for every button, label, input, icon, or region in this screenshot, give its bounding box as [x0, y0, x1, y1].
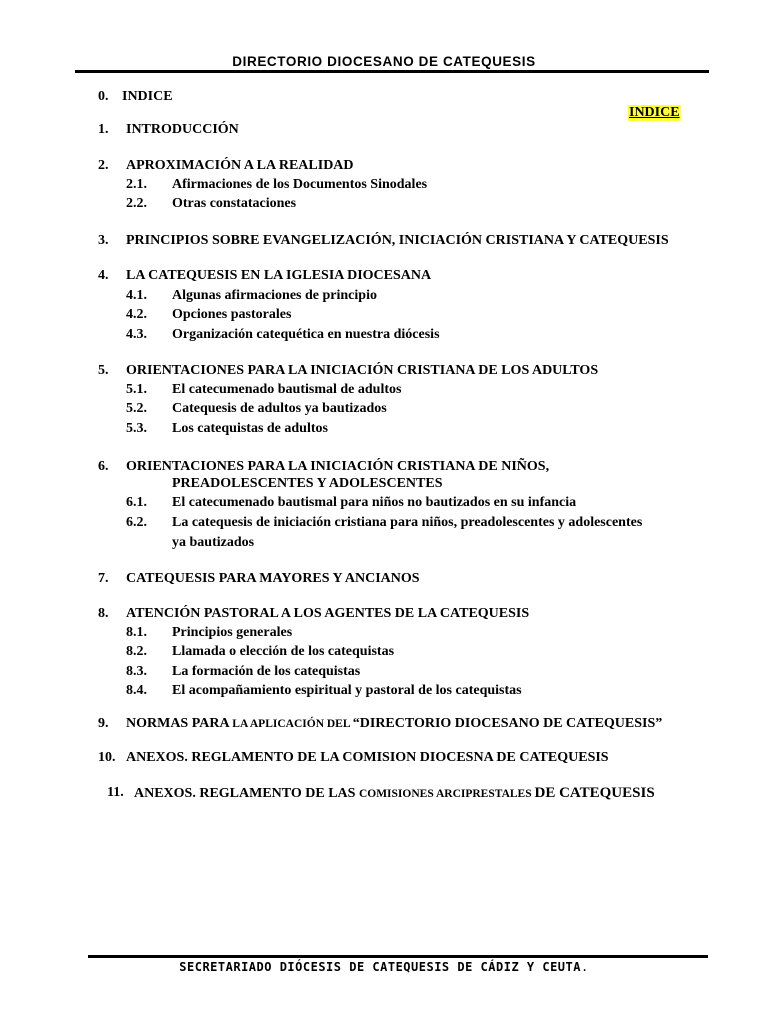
footer-period: .	[580, 960, 589, 974]
toc-title: CATEQUESIS PARA MAYORES Y ANCIANOS	[126, 571, 420, 586]
toc-title-part: ANEXOS. REGLAMENTO DE LAS	[134, 786, 359, 801]
toc-title: Catequesis de adultos ya bautizados	[172, 401, 387, 416]
toc-number: 5.2.	[126, 401, 147, 416]
toc-title: El acompañamiento espiritual y pastoral de los catequistas	[172, 683, 522, 698]
toc-number: 5.	[98, 363, 109, 378]
toc-number: 3.	[98, 233, 109, 248]
toc-title-part-small: LA APLICACIÓN DEL	[232, 718, 353, 730]
toc-number: 0.	[98, 89, 109, 104]
toc-title-part-small: COMISIONES ARCIPRESTALES	[358, 788, 535, 800]
toc-title	[126, 716, 662, 732]
toc-number: 5.1.	[126, 382, 147, 397]
toc-number: 8.	[98, 606, 109, 621]
toc-title: PRINCIPIOS SOBRE EVANGELIZACIÓN, INICIACIÓN CRISTIANA Y CATEQUESIS	[126, 233, 669, 248]
toc-title: Los catequistas de adultos	[172, 421, 328, 436]
toc-title-continuation: ya bautizados	[172, 535, 255, 550]
toc-number: 2.2.	[126, 196, 147, 211]
toc-title: ORIENTACIONES PARA LA INICIACIÓN CRISTIANA DE NIÑOS,	[126, 459, 550, 474]
toc-title: Organización catequética en nuestra diócesis	[172, 327, 440, 342]
toc-title: Llamada o elección de los catequistas	[172, 644, 395, 659]
toc-number: 2.1.	[126, 177, 147, 192]
toc-number: 11.	[107, 785, 124, 800]
toc-number: 7.	[98, 571, 109, 586]
toc-number: 4.1.	[126, 288, 147, 303]
toc-title: ATENCIÓN PASTORAL A LOS AGENTES DE LA CATEQUESIS	[126, 606, 530, 621]
toc-title: INDICE	[122, 89, 173, 104]
toc-title: El catecumenado bautismal para niños no bautizados en su infancia	[172, 495, 577, 510]
toc-number: 6.1.	[126, 495, 147, 510]
toc-number: 9.	[98, 716, 109, 731]
toc-number: 4.2.	[126, 307, 147, 322]
toc-title-part: “DIRECTORIO DIOCESANO DE CATEQUESIS”	[352, 716, 663, 731]
toc-title: LA CATEQUESIS EN LA IGLESIA DIOCESANA	[126, 268, 432, 283]
page-footer	[0, 960, 768, 974]
toc-title: ANEXOS. REGLAMENTO DE LA COMISION DIOCESNA DE CATEQUESIS	[126, 750, 609, 765]
toc-number: 6.2.	[126, 515, 147, 530]
toc-number: 4.3.	[126, 327, 147, 342]
toc-title: La catequesis de iniciación cristiana para niños, preadolescentes y adolescentes	[172, 515, 643, 530]
toc-number: 2.	[98, 158, 109, 173]
toc-title: Principios generales	[172, 625, 293, 640]
indice-link[interactable]: INDICE	[629, 105, 680, 120]
toc-title: Afirmaciones de los Documentos Sinodales	[172, 177, 428, 192]
toc-title: La formación de los catequistas	[172, 664, 361, 679]
toc-number: 1.	[98, 122, 109, 137]
toc-title: Otras constataciones	[172, 196, 297, 211]
toc-title: El catecumenado bautismal de adultos	[172, 382, 402, 397]
footer-text: SECRETARIADO DIÓCESIS DE CATEQUESIS DE CÁDIZ Y CEUTA	[179, 960, 581, 974]
toc-title: Algunas afirmaciones de principio	[172, 288, 377, 303]
toc-title	[134, 785, 655, 802]
page-header-title: DIRECTORIO DIOCESANO DE CATEQUESIS	[232, 54, 536, 69]
toc-number: 8.1.	[126, 625, 147, 640]
toc-title: INTRODUCCIÓN	[126, 122, 239, 137]
toc-number: 8.2.	[126, 644, 147, 659]
toc-title-part: DE CATEQUESIS	[534, 785, 655, 801]
toc-number: 10.	[98, 750, 116, 765]
toc-number: 6.	[98, 459, 109, 474]
header-rule	[75, 70, 709, 73]
footer-rule	[88, 955, 708, 958]
toc-title: APROXIMACIÓN A LA REALIDAD	[126, 158, 354, 173]
toc-number: 8.3.	[126, 664, 147, 679]
toc-number: 4.	[98, 268, 109, 283]
toc-title: Opciones pastorales	[172, 307, 292, 322]
toc-number: 8.4.	[126, 683, 147, 698]
toc-title-part: NORMAS PARA	[126, 716, 233, 731]
toc-title: ORIENTACIONES PARA LA INICIACIÓN CRISTIANA DE LOS ADULTOS	[126, 363, 599, 378]
toc-title-continuation: PREADOLESCENTES Y ADOLESCENTES	[172, 476, 443, 491]
toc-number: 5.3.	[126, 421, 147, 436]
